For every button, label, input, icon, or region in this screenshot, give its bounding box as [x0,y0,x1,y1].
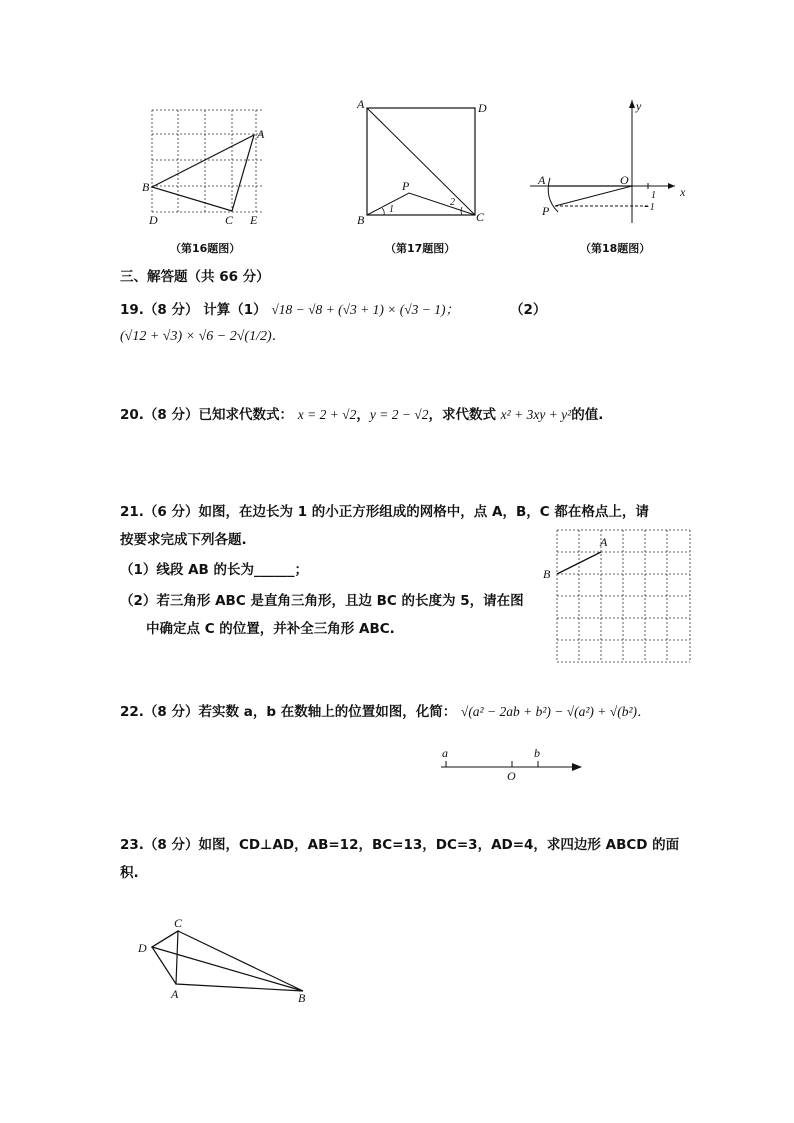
label-b: b [534,746,540,760]
q19-lead: 计算（1） [203,302,267,318]
label-a: A [538,173,546,187]
q23-text1: 如图，CD⊥AD，AB=12，BC=13，DC=3，AD=4，求四边形 ABCD 的面 [198,837,680,853]
figure-16 [140,105,280,230]
q20-number: 20.（8 分） [120,407,199,423]
q22-number-line [436,742,586,782]
q21-part1: （1）线段 AB 的长为______； [120,562,309,578]
q19-expr2: (√12 + √3) × √6 − 2√(1/2)． [120,329,286,344]
label-a: A [600,535,608,549]
figure-18 [530,98,690,228]
q20-text1: 已知求代数式： [198,407,294,423]
label-o: O [507,769,516,782]
q19-line1 [120,298,459,318]
q21-text1: 如图，在边长为 1 的小正方形组成的网格中，点 A，B，C 都在格点上，请 [198,504,649,520]
caption-18: （第18题图） [580,242,651,255]
q22-number: 22.（8 分） [120,704,199,720]
caption-16: （第16题图） [170,242,241,255]
label-p: P [402,179,410,193]
label-b: B [543,567,551,581]
label-y: y [636,99,642,113]
q22-text: 若实数 a，b 在数轴上的位置如图，化简： [198,704,457,720]
label-a: A [171,987,179,1001]
q20-line [120,403,603,423]
tick-1: 1 [651,190,656,201]
label-c: C [174,916,183,930]
q20-expr: x² + 3xy + y² [500,407,572,422]
q21-grid-figure [540,526,700,666]
label-b: B [357,213,365,227]
angle-2: 2 [450,197,455,208]
q21-line1 [120,500,649,520]
label-e: E [250,213,258,227]
label-c: C [476,210,485,224]
q20-text3: 的值. [571,407,604,423]
label-p: P [542,204,550,218]
q23-line2: 积. [120,865,139,881]
tick-minus1: −1 [643,202,655,213]
triangle-abc [152,135,254,211]
angle-1: 1 [389,204,394,215]
label-b: B [298,991,306,1005]
q20-y: y = 2 − √2 [369,407,429,422]
label-a: A [357,98,365,111]
label-o: O [620,173,629,187]
label-b: B [142,180,150,194]
q21-line2: 按要求完成下列各题. [120,532,247,548]
label-d: D [149,213,158,227]
label-d: D [138,941,147,955]
q20-text2: ，求代数式 [428,407,496,423]
q19-expr1: √18 − √8 + (√3 + 1) × (√3 − 1)； [271,302,459,317]
q23-number: 23.（8 分） [120,837,199,853]
q20-sep: ， [356,407,370,423]
label-a: A [257,127,265,141]
q20-x: x = 2 + √2 [297,407,357,422]
section-title: 三、解答题（共 66 分） [120,269,270,285]
q22-expr: √(a² − 2ab + b²) − √(a²) + √(b²)． [460,704,651,719]
q23-figure [132,912,322,1007]
caption-17: （第17题图） [385,242,456,255]
label-a: a [442,746,448,760]
q19-part2-label: （2） [510,302,547,318]
q21-number: 21.（6 分） [120,504,199,520]
label-d: D [478,101,487,115]
q21-part2b: 中确定点 C 的位置，并补全三角形 ABC. [146,621,395,637]
q21-part2a: （2）若三角形 ABC 是直角三角形，且边 BC 的长度为 5，请在图 [120,593,524,609]
q19-number: 19.（8 分） [120,302,199,318]
figure-17 [352,98,502,228]
label-x: x [680,185,686,199]
q23-line1 [120,833,679,853]
q22-line [120,700,651,720]
label-c: C [225,213,234,227]
